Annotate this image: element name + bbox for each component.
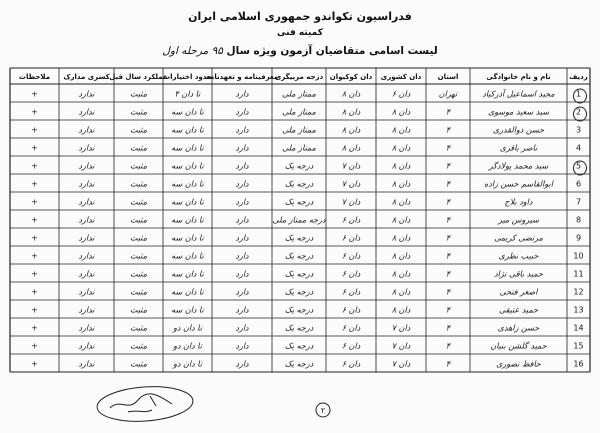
table-cell: 7 bbox=[575, 197, 582, 207]
table-cell: 11 bbox=[573, 269, 584, 279]
table-cell: دارد bbox=[235, 269, 249, 279]
column-header: کسری مدارک bbox=[63, 73, 110, 81]
table-cell: ندارد bbox=[78, 269, 95, 279]
table-cell: دان ۶ bbox=[341, 287, 361, 297]
table-cell: ۴ bbox=[445, 125, 451, 135]
table-cell: حسن ذوالقدری bbox=[492, 125, 545, 135]
table-cell: ۴ bbox=[445, 197, 451, 207]
table-cell: دارد bbox=[235, 125, 249, 135]
table-cell: درجه یک bbox=[284, 359, 314, 369]
table-cell: دان ۸ bbox=[391, 161, 411, 171]
table-cell: مجید اسماعیل آذرکیاد bbox=[482, 89, 555, 99]
table-cell: ۴ bbox=[445, 143, 451, 153]
table-cell: درجه ممتاز ملی bbox=[272, 215, 326, 225]
table-cell: ندارد bbox=[78, 215, 95, 225]
table-cell: ندارد bbox=[78, 341, 95, 351]
table-cell: 1 bbox=[575, 89, 582, 99]
table-cell: ۴ bbox=[445, 107, 451, 117]
table-cell: + bbox=[31, 179, 38, 189]
table-cell: دارد bbox=[235, 323, 249, 333]
table-cell: دارد bbox=[235, 179, 249, 189]
table-cell: دارد bbox=[235, 197, 249, 207]
handwritten-signature bbox=[96, 384, 194, 425]
column-header: عملکرد سال قبل bbox=[109, 73, 168, 81]
table-cell: ۴ bbox=[445, 233, 451, 243]
table-cell: ۴ bbox=[445, 179, 451, 189]
table-cell: + bbox=[31, 287, 38, 297]
column-header: درجه مربیگری bbox=[274, 73, 324, 81]
table-cell: ندارد bbox=[78, 323, 95, 333]
table-cell: سیروس میر bbox=[498, 215, 539, 225]
table-cell: دان ۶ bbox=[341, 251, 361, 261]
table-cell: ممتاز ملی bbox=[282, 125, 316, 135]
table-cell: + bbox=[31, 233, 38, 243]
table-cell: تا دان سه bbox=[171, 161, 204, 171]
table-cell: ندارد bbox=[78, 305, 95, 315]
table-cell: دان ۷ bbox=[341, 179, 361, 189]
table-cell: سید محمد پولادگر bbox=[488, 161, 549, 171]
table-cell: تا دان سه bbox=[171, 233, 204, 243]
table-cell: مثبت bbox=[130, 89, 147, 99]
table-cell: ممتاز ملی bbox=[282, 143, 316, 153]
column-header: دان کشوری bbox=[380, 73, 422, 81]
table-cell: دان ۸ bbox=[391, 107, 411, 117]
table-cell: + bbox=[31, 305, 38, 315]
table-cell: ممتاز ملی bbox=[282, 89, 316, 99]
table-cell: + bbox=[31, 341, 38, 351]
table-cell: تا دان سه bbox=[171, 305, 204, 315]
table-cell: دان ۸ bbox=[391, 215, 411, 225]
table-cell: تا دان سه bbox=[171, 179, 204, 189]
table-cell: ۴ bbox=[445, 323, 451, 333]
table-cell: دان ۷ bbox=[341, 161, 361, 171]
table-cell: ندارد bbox=[78, 197, 95, 207]
table-cell: تا دان سه bbox=[171, 251, 204, 261]
table-cell: درجه یک bbox=[284, 287, 314, 297]
table-cell: 9 bbox=[575, 233, 582, 243]
table-cell: + bbox=[31, 143, 38, 153]
table-cell: دان ۶ bbox=[341, 215, 361, 225]
table-cell: ندارد bbox=[78, 125, 95, 135]
table-cell: ۴ bbox=[445, 287, 451, 297]
table-cell: مثبت bbox=[130, 305, 147, 315]
table-cell: ندارد bbox=[78, 179, 95, 189]
table-cell: دارد bbox=[235, 161, 249, 171]
table-cell: دارد bbox=[235, 89, 249, 99]
table-cell: مثبت bbox=[130, 161, 147, 171]
table-cell: ۴ bbox=[445, 215, 451, 225]
table-cell: ۴ bbox=[445, 305, 451, 315]
column-header: نام و نام خانوادگی bbox=[486, 73, 551, 81]
table-cell: + bbox=[31, 269, 38, 279]
table-cell: 13 bbox=[573, 305, 584, 315]
table-cell: دان ۸ bbox=[391, 251, 411, 261]
table-cell: مثبت bbox=[130, 215, 147, 225]
table-cell: 8 bbox=[575, 215, 582, 225]
table-cell: دارد bbox=[235, 287, 249, 297]
table-cell: دارد bbox=[235, 143, 249, 153]
list-title-printed: لیست اسامی متقاضیان آزمون ویژه سال bbox=[226, 45, 438, 57]
table-cell: + bbox=[31, 161, 38, 171]
table-cell: ندارد bbox=[78, 107, 95, 117]
table-cell: درجه یک bbox=[284, 161, 314, 171]
table-cell: 12 bbox=[573, 287, 584, 297]
table-cell: + bbox=[31, 197, 38, 207]
table-cell: تهران bbox=[438, 89, 458, 99]
table-cell: درجه یک bbox=[284, 323, 314, 333]
table-cell: دان ۷ bbox=[391, 341, 411, 351]
table-cell: دارد bbox=[235, 251, 249, 261]
table-cell: ندارد bbox=[78, 359, 95, 369]
table-cell: + bbox=[31, 215, 38, 225]
table-cell: تا دان سه bbox=[171, 107, 204, 117]
table-cell: تا دان دو bbox=[173, 359, 202, 369]
page-number: ۲ bbox=[320, 406, 326, 415]
table-cell: + bbox=[31, 125, 38, 135]
table-cell: حبیب نظری bbox=[498, 251, 539, 261]
table-cell: ۴ bbox=[445, 269, 451, 279]
table-cell: دان ۶ bbox=[341, 341, 361, 351]
table-cell: مثبت bbox=[130, 341, 147, 351]
table-cell: دان ۸ bbox=[391, 179, 411, 189]
table-cell: مثبت bbox=[130, 359, 147, 369]
table-cell: 6 bbox=[575, 179, 582, 189]
table-cell: + bbox=[31, 89, 38, 99]
table-cell: دارد bbox=[235, 107, 249, 117]
table-header-row bbox=[19, 72, 588, 81]
table-cell: ۴ bbox=[445, 161, 451, 171]
table-cell: دان ۷ bbox=[391, 359, 411, 369]
table-cell: 4 bbox=[575, 143, 582, 153]
table-cell: درجه یک bbox=[284, 305, 314, 315]
table-cell: دارد bbox=[235, 215, 249, 225]
table-cell: مثبت bbox=[130, 143, 147, 153]
table-cell: مثبت bbox=[130, 323, 147, 333]
table-cell: 14 bbox=[573, 323, 584, 333]
column-header: ملاحظات bbox=[18, 73, 51, 81]
table-cell: دان ۶ bbox=[341, 359, 361, 369]
table-cell: دان ۶ bbox=[391, 89, 411, 99]
table-cell: 15 bbox=[573, 341, 584, 351]
table-cell: ۴ bbox=[445, 359, 451, 369]
table-cell: دارد bbox=[235, 233, 249, 243]
table-cell: + bbox=[31, 251, 38, 261]
table-cell: درجه یک bbox=[284, 197, 314, 207]
table-cell: درجه یک bbox=[284, 269, 314, 279]
column-header: استان bbox=[437, 73, 459, 81]
table-cell: ندارد bbox=[78, 89, 95, 99]
committee-title: کمیته فنی bbox=[277, 28, 323, 38]
table-cell: مرتضی کریمی bbox=[494, 233, 543, 243]
table-cell: دان ۶ bbox=[341, 323, 361, 333]
table-cell: سید سعید موسوی bbox=[487, 107, 550, 117]
table-cell: دان ۸ bbox=[391, 125, 411, 135]
table-cell: مثبت bbox=[130, 251, 147, 261]
table-cell: 10 bbox=[573, 251, 584, 261]
table-cell: مثبت bbox=[130, 269, 147, 279]
table-cell: دان ۶ bbox=[341, 233, 361, 243]
table-cell: دان ۸ bbox=[391, 143, 411, 153]
table-cell: حافظ نصوری bbox=[496, 359, 541, 369]
table-cell: تا دان سه bbox=[171, 125, 204, 135]
federation-title: فدراسیون تکواندو جمهوری اسلامی ایران bbox=[188, 10, 412, 23]
list-title-handwritten: ۹۵ مرحله اول bbox=[162, 45, 223, 57]
table-cell: داود بلاج bbox=[504, 197, 533, 207]
table-cell: حسن زاهدی bbox=[497, 323, 540, 333]
table-cell: دان ۸ bbox=[391, 287, 411, 297]
table-cell: اصغر فتحی bbox=[499, 287, 538, 297]
table-cell: درجه یک bbox=[284, 179, 314, 189]
table-cell: مثبت bbox=[130, 197, 147, 207]
table-cell: دارد bbox=[235, 359, 249, 369]
table-cell: حمید باقی نژاد bbox=[494, 269, 543, 279]
table-cell: دان ۸ bbox=[341, 143, 361, 153]
table-cell: دان ۷ bbox=[391, 323, 411, 333]
table-cell: دان ۸ bbox=[391, 305, 411, 315]
table-cell: دان ۸ bbox=[391, 269, 411, 279]
table-cell: تا دان دو bbox=[173, 323, 202, 333]
table-cell: تا دان سه bbox=[171, 215, 204, 225]
table-cell: دان ۸ bbox=[391, 233, 411, 243]
table-cell: دان ۶ bbox=[341, 269, 361, 279]
column-header: حدود اختیارات bbox=[163, 73, 212, 81]
table-cell: 5 bbox=[575, 161, 582, 171]
table-cell: + bbox=[31, 323, 38, 333]
table-cell: مثبت bbox=[130, 233, 147, 243]
table-cell: 2 bbox=[575, 107, 582, 117]
table-cell: مثبت bbox=[130, 287, 147, 297]
table-cell: ۴ bbox=[445, 341, 451, 351]
table-cell: دارد bbox=[235, 305, 249, 315]
table-cell: دان ۸ bbox=[341, 125, 361, 135]
table-cell: تا دان ۴ bbox=[174, 89, 201, 99]
table-cell: تا دان سه bbox=[171, 269, 204, 279]
table-cell: ممتاز ملی bbox=[282, 107, 316, 117]
table-cell: 3 bbox=[575, 125, 582, 135]
table-cell: درجه یک bbox=[284, 251, 314, 261]
table-cell: تا دان دو bbox=[173, 341, 202, 351]
column-header: دان کوکیوان bbox=[329, 73, 373, 81]
table-cell: ابوالقاسم حسن زاده bbox=[484, 179, 553, 189]
table-cell: ناصر باقری bbox=[499, 143, 538, 153]
table-cell: تا دان سه bbox=[171, 143, 204, 153]
table-cell: ۴ bbox=[445, 251, 451, 261]
table-cell: 16 bbox=[573, 359, 584, 369]
table-cell: مثبت bbox=[130, 125, 147, 135]
table-cell: + bbox=[31, 107, 38, 117]
table-cell: ندارد bbox=[78, 143, 95, 153]
table-cell: دان ۷ bbox=[341, 197, 361, 207]
table-cell: ندارد bbox=[78, 287, 95, 297]
table-cell: ندارد bbox=[78, 161, 95, 171]
table-cell: دان ۶ bbox=[341, 305, 361, 315]
column-header: ردیف bbox=[569, 73, 588, 81]
column-header: معرفینامه و تعهدنامه bbox=[205, 73, 279, 81]
table-cell: مثبت bbox=[130, 107, 147, 117]
table-cell: تا دان سه bbox=[171, 197, 204, 207]
table-cell: دارد bbox=[235, 341, 249, 351]
table-cell: حمید عتیقی bbox=[498, 305, 539, 315]
table-cell: + bbox=[31, 359, 38, 369]
table-cell: تا دان سه bbox=[171, 287, 204, 297]
table-cell: ندارد bbox=[78, 251, 95, 261]
table-cell: ندارد bbox=[78, 233, 95, 243]
table-cell: درجه یک bbox=[284, 233, 314, 243]
table-cell: درجه یک bbox=[284, 341, 314, 351]
table-cell: دان ۸ bbox=[341, 107, 361, 117]
table-cell: مثبت bbox=[130, 179, 147, 189]
table-cell: حمید گلشن بنیان bbox=[490, 341, 547, 351]
table-cell: دان ۸ bbox=[341, 89, 361, 99]
table-cell: دان ۸ bbox=[391, 197, 411, 207]
